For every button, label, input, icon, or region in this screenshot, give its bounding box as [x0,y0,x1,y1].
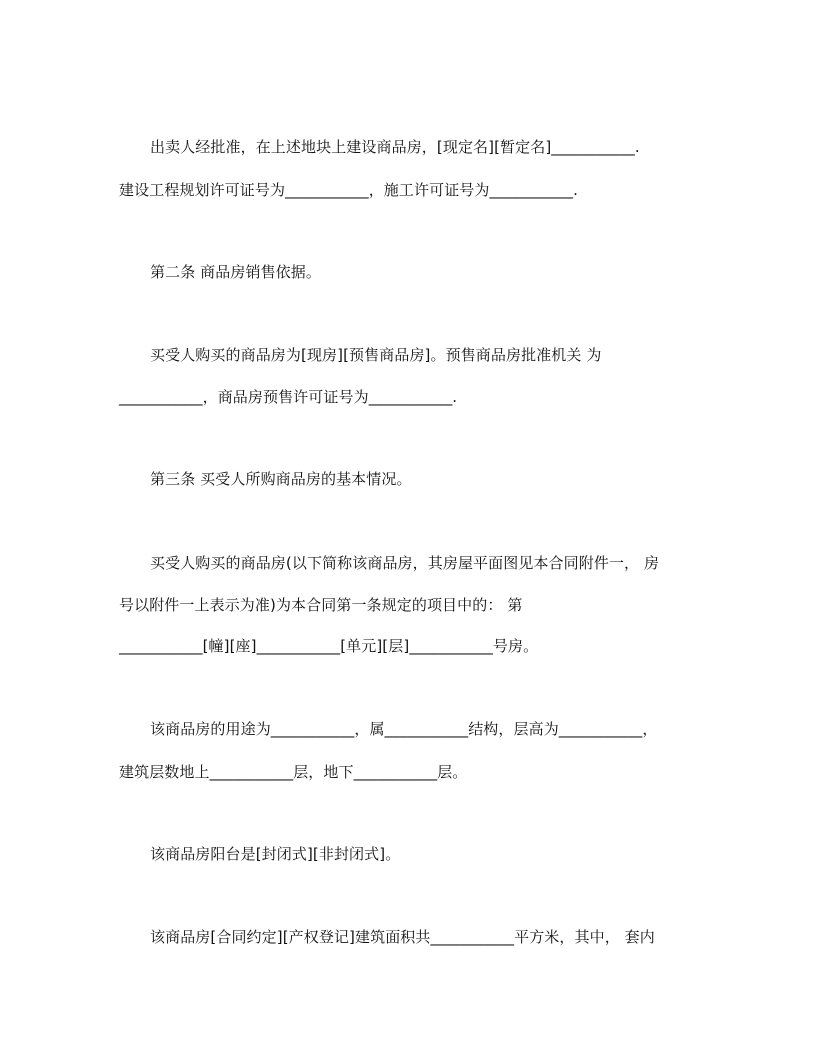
paragraph-line: 出卖人经批准，在上述地块上建设商品房，[现定名][暂定名]___________. [150,138,640,156]
paragraph-line: ___________，商品房预售许可证号为___________. [119,388,458,406]
paragraph-line: 建筑层数地上___________层，地下___________层。 [119,763,468,781]
paragraph-line: 买受人购买的商品房(以下简称该商品房，其房屋平面图见本合同附件一， 房 [150,554,660,572]
section-heading: 第三条 买受人所购商品房的基本情况。 [150,470,412,488]
paragraph-line: 该商品房的用途为___________，属___________结构，层高为___________， [150,720,658,738]
paragraph-line: ___________[幢][座]___________[单元][层]___________号房。 [119,637,539,655]
section-heading: 第二条 商品房销售依据。 [150,263,321,281]
paragraph-line: 建设工程规划许可证号为___________，施工许可证号为___________. [119,181,578,199]
paragraph-line: 该商品房[合同约定][产权登记]建筑面积共___________平方米，其中， 套内 [150,928,655,946]
paragraph-line: 该商品房阳台是[封闭式][非封闭式]。 [150,845,401,863]
paragraph-line: 号以附件一上表示为准)为本合同第一条规定的项目中的： 第 [119,596,523,614]
paragraph-line: 买受人购买的商品房为[现房][预售商品房]。预售商品房批准机关 为 [150,346,602,364]
